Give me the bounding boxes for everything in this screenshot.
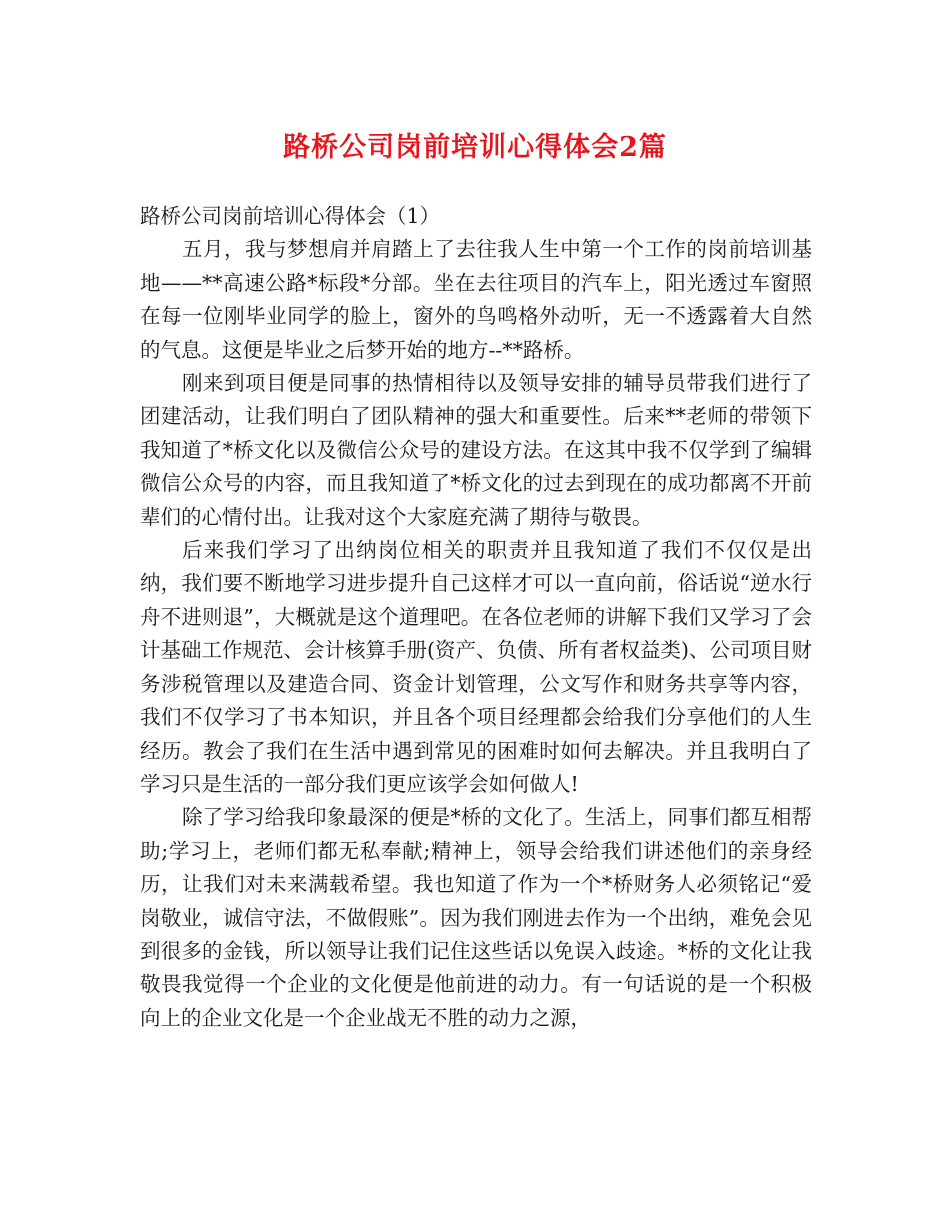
paragraph: 五月，我与梦想肩并肩踏上了去往我人生中第一个工作的岗前培训基地——**高速公路*标段*分部。坐在去往项目的汽车上，阳光透过车窗照在每一位刚毕业同学的脸上，窗外的鸟鸣格外动听，无一不透露着大自然的气息。这便是毕业之后梦开始的地方--**路桥。: [140, 237, 812, 362]
document-title: 路桥公司岗前培训心得体会2篇: [283, 132, 667, 163]
section-heading: 路桥公司岗前培训心得体会（1）: [140, 204, 441, 228]
paragraph: 后来我们学习了出纳岗位相关的职责并且我知道了我们不仅仅是出纳，我们要不断地学习进步提升自己这样才可以一直向前，俗话说“逆水行舟不进则退”，大概就是这个道理吧。在各位老师的讲解下我们又学习了会计基础工作规范、会计核算手册(资产、负债、所有者权益类)、公司项目财务涉税管理以及建造合同、资金计划管理，公文写作和财务共享等内容，我们不仅学习了书本知识，并且各个项目经理都会给我们分享他们的人生经历。教会了我们在生活中遇到常见的困难时如何去解决。并且我明白了学习只是生活的一部分我们更应该学会如何做人!: [140, 538, 812, 796]
document-body: [140, 200, 812, 1035]
paragraph: 除了学习给我印象最深的便是*桥的文化了。生活上，同事们都互相帮助;学习上，老师们都无私奉献;精神上，领导会给我们讲述他们的亲身经历，让我们对未来满载希望。我也知道了作为一个*桥财务人必须铭记“爱岗敬业，诚信守法，不做假账”。因为我们刚进去作为一个出纳，难免会见到很多的金钱，所以领导让我们记住这些话以免误入歧途。*桥的文化让我敬畏我觉得一个企业的文化便是他前进的动力。有一句话说的是一个积极向上的企业文化是一个企业战无不胜的动力之源，: [140, 805, 812, 1030]
paragraph: 刚来到项目便是同事的热情相待以及领导安排的辅导员带我们进行了团建活动，让我们明白了团队精神的强大和重要性。后来**老师的带领下我知道了*桥文化以及微信公众号的建设方法。在这其中我不仅学到了编辑微信公众号的内容，而且我知道了*桥文化的过去到现在的成功都离不开前辈们的心情付出。让我对这个大家庭充满了期待与敬畏。: [140, 371, 812, 529]
